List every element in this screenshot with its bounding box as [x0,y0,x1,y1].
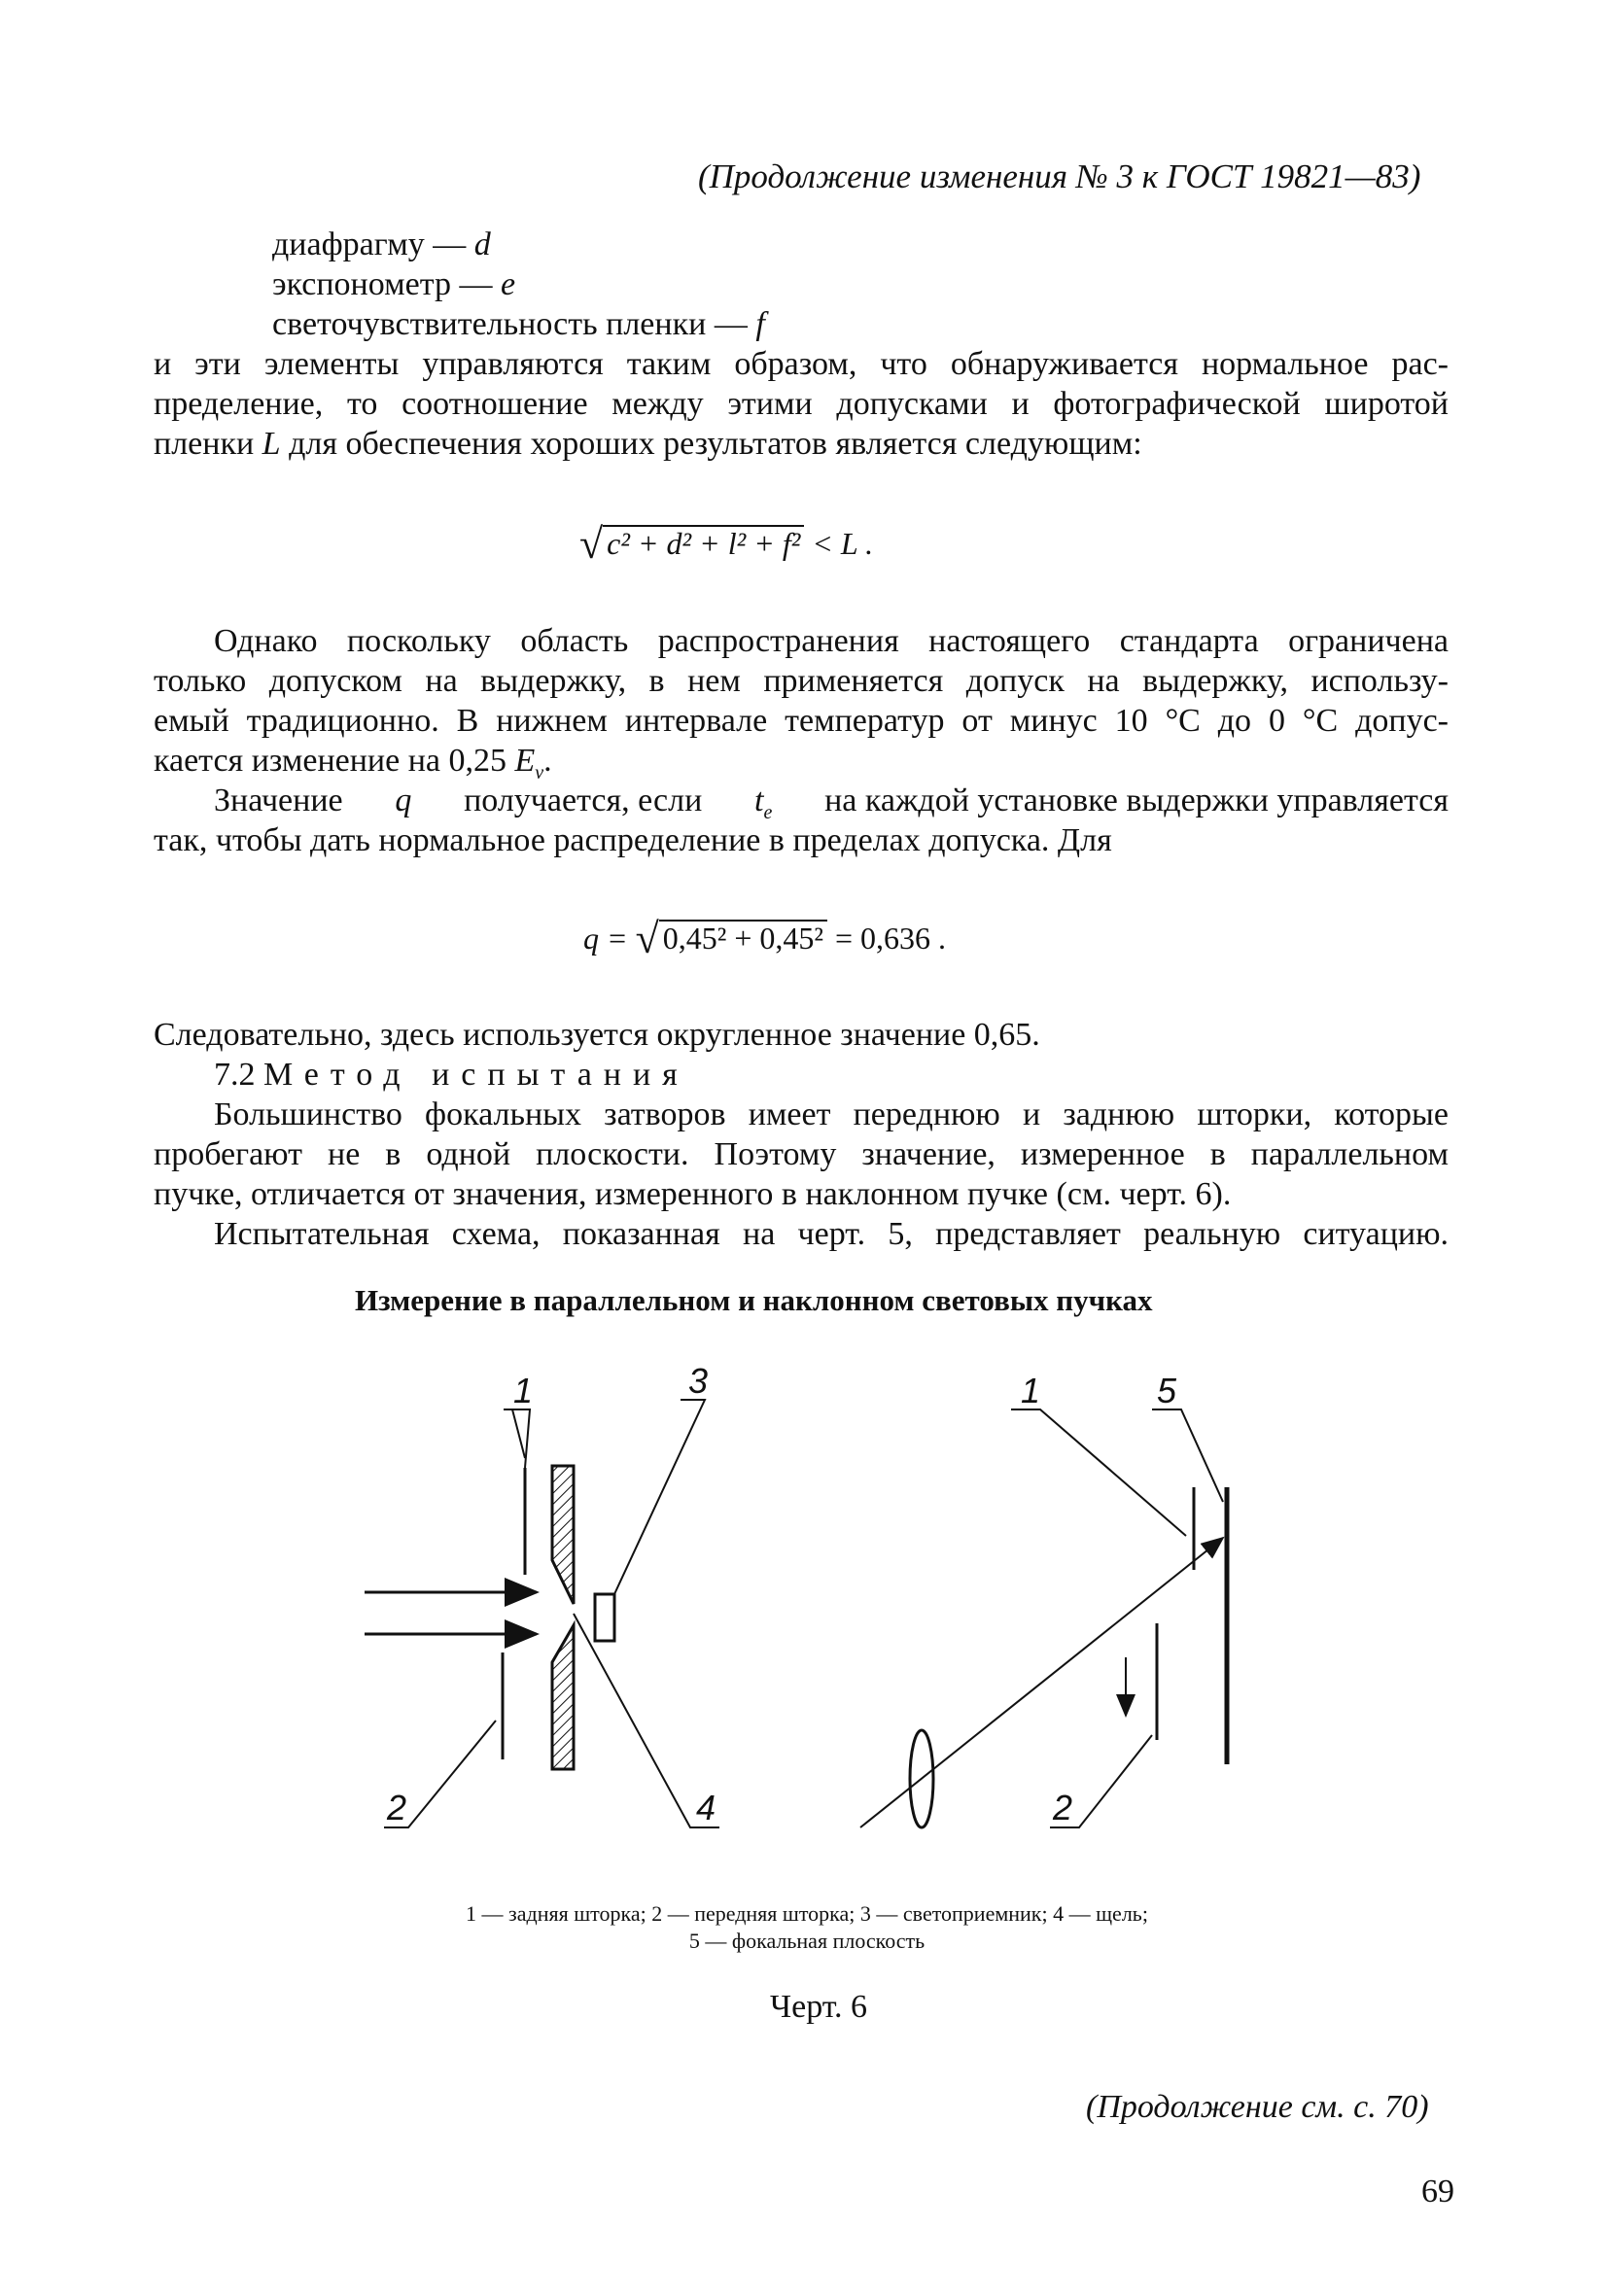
para1-line3: пленки L для обеспечения хороших результатов является следующим: [154,426,1142,462]
continuation-header: (Продолжение изменения № 3 к ГОСТ 19821—83) [698,157,1421,195]
leader-3 [614,1400,705,1594]
slit-blade-lower [552,1625,574,1769]
label-2-left: 2 [387,1788,407,1827]
section-heading: 7.2 Метод испытания [214,1057,689,1093]
para2-line3: емый традиционно. В нижнем интервале температур от минус 10 °С до 0 °С допус- [154,703,1449,739]
figure-title: Измерение в параллельном и наклонном световых пучках [355,1283,1153,1317]
label-5: 5 [1157,1371,1177,1410]
formula-sqrt-sum: √ c² + d² + l² + f² < L . [579,520,874,568]
leader-1-left [504,1409,530,1468]
para1-line1: и эти элементы управляются таким образом, что обнаруживается нормальное рас- [154,346,1449,382]
para3-line2: так, чтобы дать нормальное распределение в пределах допуска. Для [154,822,1112,858]
light-receiver [595,1594,614,1641]
para5-line3: пучке, отличается от значения, измеренного в наклонном пучке (см. черт. 6). [154,1176,1232,1212]
label-1-right: 1 [1021,1371,1041,1410]
figure-caption-line2: 5 — фокальная плоскость [688,1929,926,1953]
label-4: 4 [696,1788,716,1827]
list-item-film-sensitivity: светочувствительность пленки — f [272,306,765,342]
sqrt-symbol: √ [579,520,604,568]
figure-number: Черт. 6 [770,1989,868,2025]
para2-line2: только допуском на выдержку, в нем применяется допуск на выдержку, использу- [154,663,1449,699]
label-1-left: 1 [513,1371,534,1410]
para2-line4: кается изменение на 0,25 $E_v$. [154,743,552,783]
sqrt-symbol: √ [635,915,659,962]
slit-blade-upper [552,1466,574,1604]
label-3: 3 [688,1361,709,1401]
list-item-aperture: диафрагму — d [272,226,491,262]
leader-1-right [1011,1409,1186,1536]
label-2-right: 2 [1053,1788,1073,1827]
para1-line2: пределение, то соотношение между этими допусками и фотографической широтой [154,386,1449,422]
para2-line1: Однако поскольку область распространения настоящего стандарта ограничена [214,623,1449,659]
para6: Испытательная схема, показанная на черт. 5, представляет реальную ситуацию. [214,1216,1449,1252]
formula-q: q = √ 0,45² + 0,45² = 0,636 . [583,915,947,962]
page-number: 69 [1421,2174,1454,2209]
list-item-exposure-meter: экспонометр — e [272,266,516,302]
figure-caption-line1: 1 — задняя шторка; 2 — передняя шторка; 3 — светоприемник; 4 — щель; [466,1901,1148,1926]
continuation-footer: (Продолжение см. с. 70) [1086,2089,1429,2125]
para4: Следовательно, здесь используется округленное значение 0,65. [154,1017,1040,1053]
para5-line1: Большинство фокальных затворов имеет переднюю и заднюю шторки, которые [214,1096,1449,1132]
para5-line2: пробегают не в одной плоскости. Поэтому значение, измеренное в параллельном [154,1136,1449,1172]
oblique-beam [860,1538,1223,1827]
leader-5 [1152,1409,1223,1502]
para3-line1: Значение q получается, если $t_e$ на каждой установке выдержки управляется [214,783,1449,823]
